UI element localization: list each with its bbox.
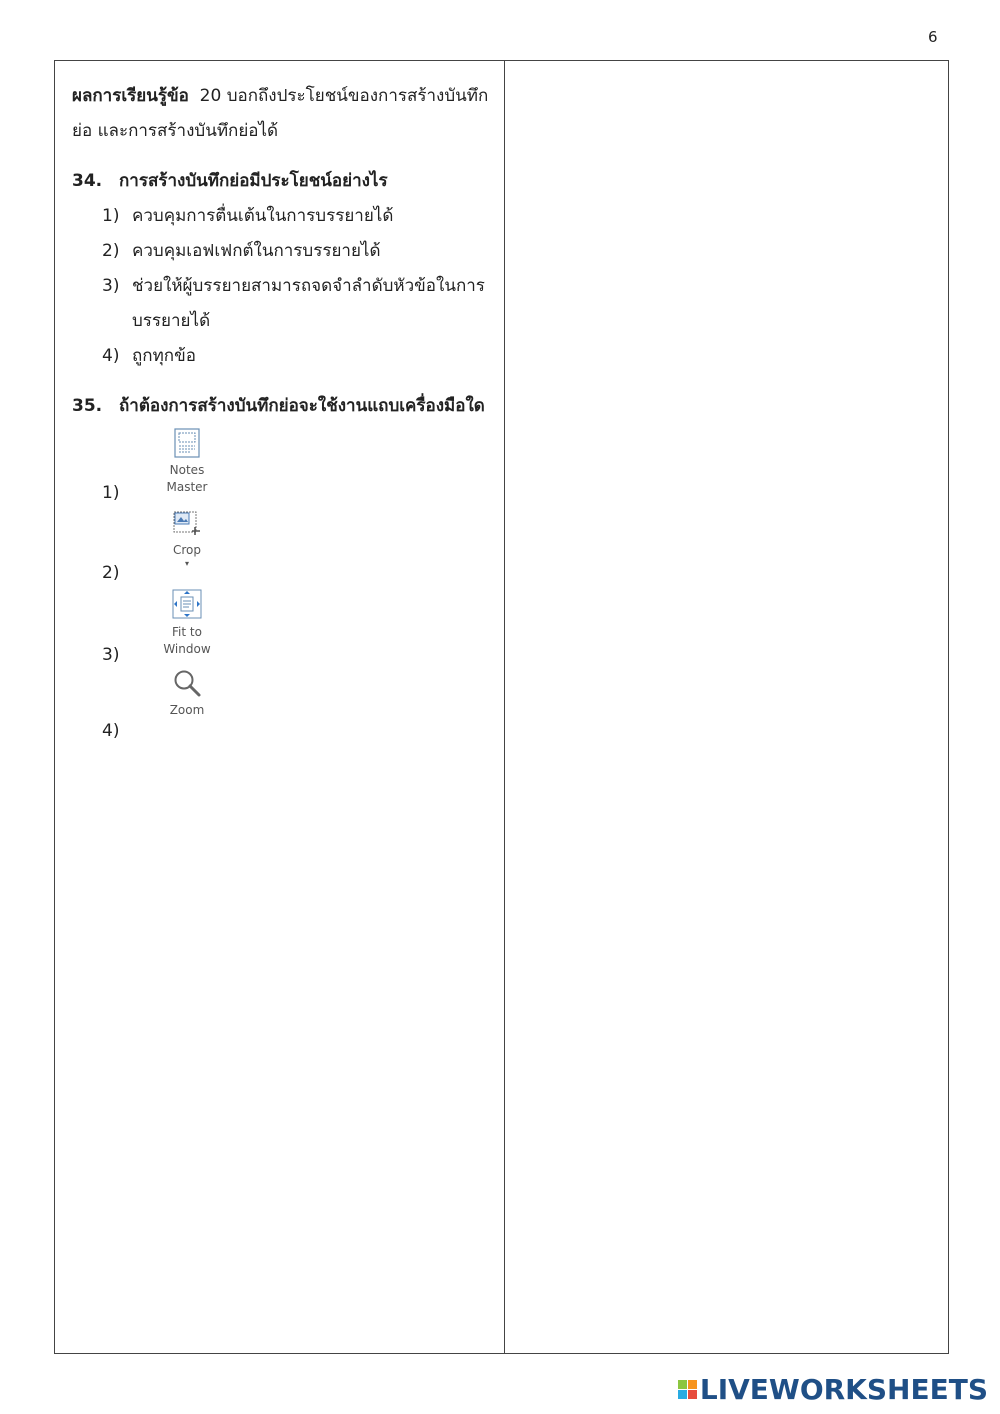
question-number: 34. bbox=[72, 171, 103, 191]
option-item[interactable] bbox=[72, 234, 492, 269]
fit-to-window-icon bbox=[171, 588, 203, 620]
answer-column[interactable] bbox=[505, 61, 948, 1353]
logo-text: LIVEWORKSHEETS bbox=[699, 1373, 988, 1406]
liveworksheets-logo bbox=[678, 1373, 988, 1406]
option-text: ควบคุมการตื่นเต้นในการบรรยายได้ bbox=[132, 206, 394, 226]
button-label-line1: Zoom bbox=[169, 703, 205, 717]
option-item[interactable] bbox=[72, 269, 492, 339]
question-text: การสร้างบันทึกย่อมีประโยชน์อย่างไร bbox=[119, 171, 388, 191]
objective-text: บอกถึงประโยชน์ของการสร้างบันทึกย่อ และการสร้างบันทึกย่อได้ bbox=[72, 86, 489, 141]
option-text: ช่วยให้ผู้บรรยายสามารถจดจำลำดับหัวข้อในการบรรยายได้ bbox=[132, 276, 485, 331]
option-text: ถูกทุกข้อ bbox=[132, 346, 196, 366]
option-label: 4) bbox=[102, 346, 120, 366]
page-number: 6 bbox=[928, 28, 938, 46]
zoom-icon bbox=[172, 668, 202, 698]
answer-table bbox=[54, 60, 949, 1354]
objective-number: 20 bbox=[199, 86, 222, 106]
option-label: 2) bbox=[102, 563, 120, 583]
button-label-line1: Notes bbox=[169, 463, 205, 477]
button-label-line2: Window bbox=[163, 642, 211, 656]
logo-mark-icon bbox=[678, 1380, 697, 1399]
question-column bbox=[72, 79, 492, 744]
option-label: 3) bbox=[102, 645, 120, 665]
fit-to-window-button[interactable] bbox=[142, 588, 232, 658]
question-34 bbox=[72, 164, 492, 199]
question-number: 35. bbox=[72, 396, 103, 416]
option-label: 4) bbox=[102, 721, 120, 741]
option-label: 1) bbox=[102, 483, 120, 503]
crop-button[interactable] bbox=[142, 510, 232, 569]
question-text: ถ้าต้องการสร้างบันทึกย่อจะใช้งานแถบเครื่องมือใด bbox=[119, 396, 485, 416]
dropdown-arrow-icon: ▾ bbox=[184, 559, 189, 568]
option-label: 3) bbox=[102, 276, 120, 296]
crop-icon bbox=[171, 510, 203, 538]
notes-master-icon bbox=[173, 428, 201, 458]
button-label-line1: Crop bbox=[172, 543, 201, 557]
question-35 bbox=[72, 389, 492, 424]
option-label: 1) bbox=[102, 206, 120, 226]
option-item[interactable] bbox=[72, 339, 492, 374]
zoom-button[interactable] bbox=[142, 668, 232, 719]
option-item[interactable] bbox=[72, 199, 492, 234]
button-label-line1: Fit to bbox=[172, 625, 202, 639]
button-label-line2: Master bbox=[166, 480, 208, 494]
icon-options bbox=[72, 424, 492, 744]
learning-objective bbox=[72, 79, 492, 149]
option-label: 2) bbox=[102, 241, 120, 261]
objective-label: ผลการเรียนรู้ข้อ bbox=[72, 86, 189, 106]
option-text: ควบคุมเอฟเฟกต์ในการบรรยายได้ bbox=[132, 241, 381, 261]
notes-master-button[interactable] bbox=[142, 428, 232, 496]
